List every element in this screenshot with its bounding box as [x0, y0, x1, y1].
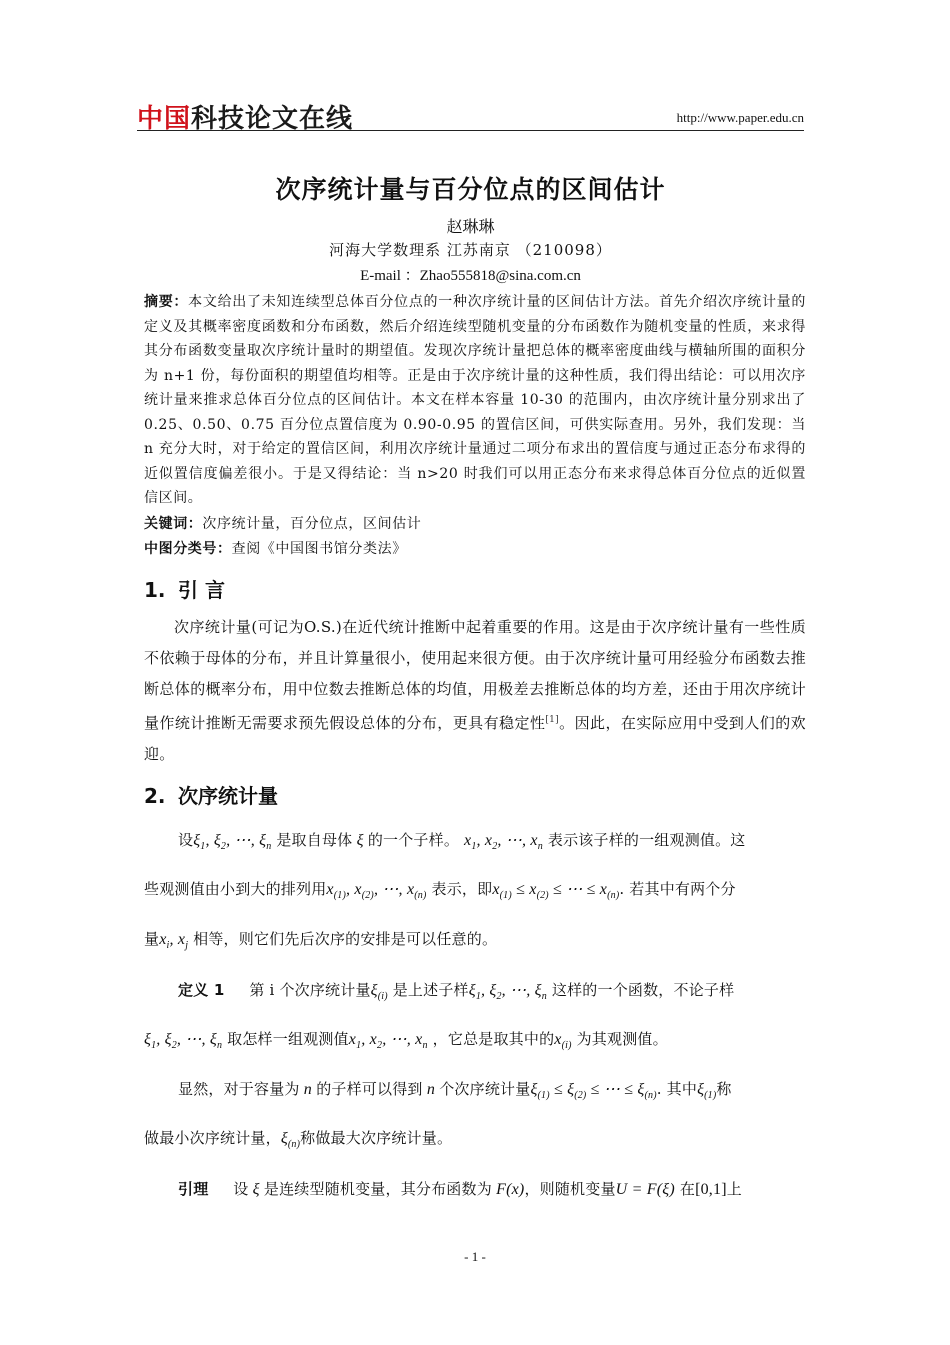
math-expression: U = F(ξ): [615, 1181, 675, 1198]
author-name: 赵琳琳: [446, 217, 495, 236]
section-number: 1.: [144, 578, 166, 602]
affiliation: 河海大学数理系 江苏南京 （210098）: [329, 241, 612, 259]
site-url[interactable]: http://www.paper.edu.cn: [676, 110, 804, 125]
math-expression: $x_{(1)} \le x_{(2)}$ ≤ ⋯ ≤ $x_{(n)}$: [492, 881, 620, 902]
math-expression: $\xi_{(n)}$: [280, 1130, 301, 1151]
paragraph-line: 做最小次序统计量，$\xi_{(n)}$称做最大次序统计量。: [144, 1129, 453, 1151]
definition-1: 定义 1 第 i 个次序统计量$\xi_{(i)}$ 是上述子样$\xi_1$, $\xi_2$, ⋯, $\xi_n$ 这样的一个函数，不论子样: [178, 981, 735, 1003]
classification-text: 查阅《中国图书馆分类法》: [231, 541, 407, 557]
math-expression: $\xi_1$, $\xi_2$, ⋯, $\xi_n$: [468, 982, 547, 1003]
keywords-text: 次序统计量，百分位点，区间估计: [202, 516, 422, 532]
math-expression: $x_1$, $x_2$, ⋯, $x_n$: [348, 1031, 428, 1052]
abstract-text: 本文给出了未知连续型总体百分位点的一种次序统计量的区间估计方法。首先介绍次序统计量的定义及其概率密度函数和分布函数，然后介绍连续型随机变量的分布函数作为随机变量的性质，来求得其分布函数变量取次序统计量时的期望值。发现次序统计量把总体的概率密度曲线与横轴所围的面积分为 n+1 份，每份面积的期望值均相等。正是由于次序统计量的这种性质，我们得出结论：可以用次序统计量来推求总体百分位点的区间估计。本文在样本容量 10-30 的范围内，由次序统计量分别求出了 0.25、0.50、0.75 百分位点置信度为 0.90-0.95 的置信区间，可供实际查用。另外，我们发现：当 n 充分大时，对于给定的置信区间，利用次序统计量通过二项分布求出的置信度与通过正态分布求得的近似置信度偏差很小。于是又得结论：当 n>20 时我们可以用正态分布来求得总体百分位点的近似置信区间。: [144, 294, 806, 506]
introduction-paragraph: 次序统计量(可记为O.S.)在近代统计推断中起着重要的作用。这是由于次序统计量有一些性质不依赖于母体的分布，并且计算量很小，使用起来很方便。由于次序统计量可用经验分布函数去推断总体的概率分布，用中位数去推断总体的均值，用极差去推断总体的均方差，还由于用次序统计量作统计推断无需要求预先假设总体的分布，更具有稳定性[1]。因此，在实际应用中受到人们的欢迎。: [144, 618, 806, 763]
site-logo[interactable]: 中国科技论文在线: [137, 104, 354, 134]
math-expression: ξ: [352, 832, 368, 849]
lemma: 引理 设 ξ 是连续型随机变量，其分布函数为 F(x)，则随机变量U = F(ξ) 在[0,1]上: [178, 1180, 742, 1198]
author-email: E-mail ：Zhao555818@sina.com.cn: [360, 268, 581, 284]
keywords-label: 关键词：: [144, 516, 203, 532]
section-heading-introduction: [144, 574, 225, 603]
classification: [144, 538, 806, 558]
paragraph-line: 设$\xi_1$, $\xi_2$, ⋯, $\xi_n$ 是取自母体 ξ 的一个子样。 $x_1$, $x_2$, ⋯, $x_n$ 表示该子样的一组观测值。这: [178, 831, 746, 853]
paragraph-line: 显然，对于容量为 n 的子样可以得到 n 个次序统计量$\xi_{(1)} \le \xi_{(2)}$ ≤ ⋯ ≤ $\xi_{(n)}$. 其中$\xi_{(1)}$称: [178, 1080, 732, 1102]
section-title: 次序统计量: [178, 784, 278, 808]
math-expression: $\xi_{(1)} \le \xi_{(2)}$ ≤ ⋯ ≤ $\xi_{(n)}$: [530, 1081, 657, 1102]
citation-link[interactable]: [1]: [545, 715, 559, 725]
paper-title: 次序统计量与百分位点的区间估计: [275, 175, 666, 204]
section-title: 引 言: [178, 578, 225, 602]
math-expression: F(x): [491, 1181, 525, 1198]
math-expression: ξ: [248, 1181, 264, 1198]
math-expression: n: [422, 1081, 440, 1098]
header-divider: [137, 130, 804, 131]
math-expression: $\xi_{(1)}$: [697, 1081, 717, 1102]
abstract-label: 摘要：: [144, 294, 189, 310]
paragraph-line: 量$x_i$, $x_j$ 相等，则它们先后次序的安排是可以任意的。: [144, 930, 498, 952]
paragraph-line: $\xi_1$, $\xi_2$, ⋯, $\xi_n$ 取怎样一组观测值$x_1$, $x_2$, ⋯, $x_n$ ，它总是取其中的$x_{(i)}$ 为其观测值。: [144, 1030, 668, 1052]
abstract: [144, 290, 806, 511]
classification-label: 中图分类号：: [144, 541, 232, 557]
math-expression: $\xi_1$, $\xi_2$, ⋯, $\xi_n$: [144, 1031, 223, 1052]
definition-label: 定义 1: [178, 981, 225, 999]
lemma-label: 引理: [178, 1180, 209, 1198]
math-expression: [0,1]: [695, 1181, 727, 1198]
paragraph-line: 些观测值由小到大的排列用$x_{(1)}$, $x_{(2)}$, ⋯, $x_{(n)}$ 表示，即$x_{(1)} \le x_{(2)}$ ≤ ⋯ ≤ $x_{(n)}$. 若其中有两个分: [144, 880, 736, 902]
math-expression: $x_i$, $x_j$: [159, 931, 189, 952]
section-heading-order-statistics: [144, 780, 278, 809]
keywords: [144, 513, 806, 533]
math-expression: $x_1$, $x_2$, ⋯, $x_n$: [464, 832, 543, 853]
section-number: 2.: [144, 784, 166, 808]
math-expression: $\xi_1$, $\xi_2$, ⋯, $\xi_n$: [193, 832, 272, 853]
math-expression: $x_{(1)}$, $x_{(2)}$, ⋯, $x_{(n)}$: [326, 881, 427, 902]
math-expression: $\xi_{(i)}$: [370, 982, 388, 1003]
page-number: - 1 -: [464, 1249, 486, 1264]
math-expression: $x_{(i)}$: [554, 1031, 572, 1052]
math-expression: n: [299, 1081, 317, 1098]
